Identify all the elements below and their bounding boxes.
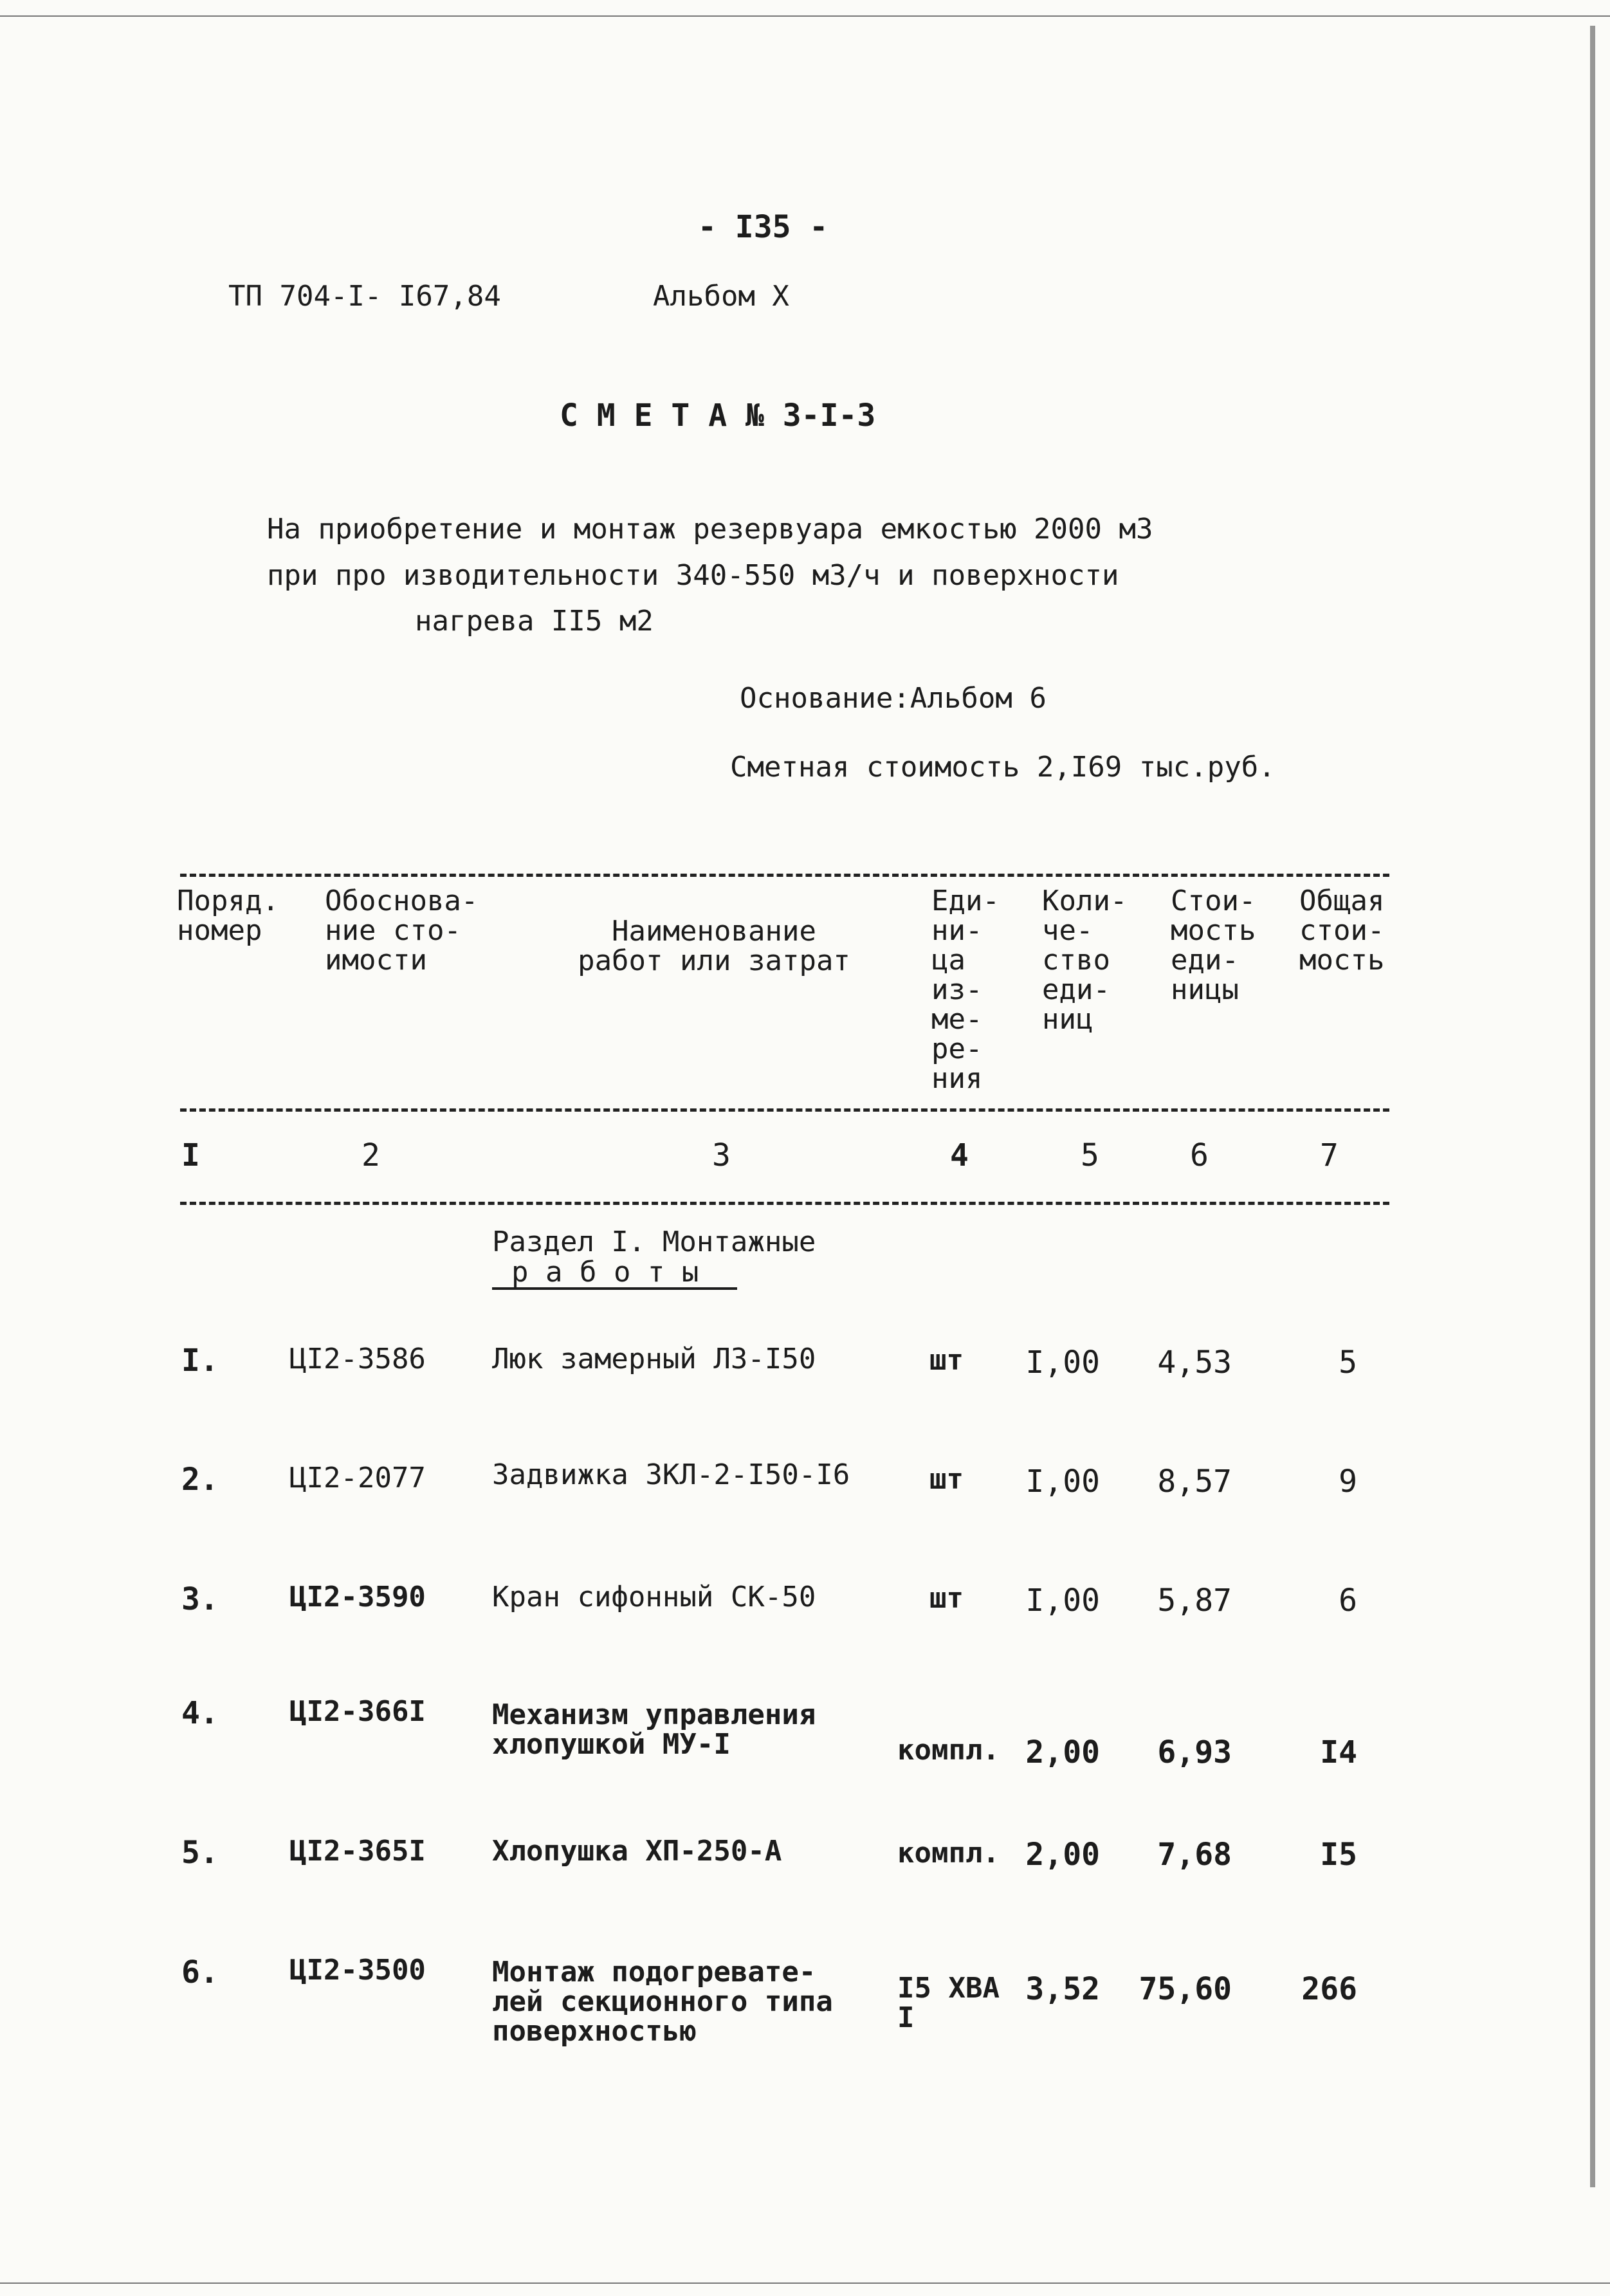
table-top-rule	[180, 874, 1389, 877]
page-number: - I35 -	[698, 209, 828, 245]
row-1-code: ЦI2-3586	[289, 1343, 426, 1375]
row-6-unit-price: 75,60	[1139, 1971, 1232, 2007]
row-5-unit-price: 7,68	[1157, 1837, 1232, 1873]
col-header-quantity: Коли- че- ство еди- ниц	[1042, 885, 1128, 1036]
row-2-code: ЦI2-2077	[289, 1462, 426, 1494]
col-number-2: 2	[361, 1137, 380, 1173]
bottom-edge-line	[0, 2282, 1610, 2284]
row-1-quantity: I,00	[1025, 1345, 1100, 1381]
row-5-quantity: 2,00	[1025, 1837, 1100, 1873]
description-line-1: На приобретение и монтаж резервуара емкостью 2000 м3	[267, 513, 1153, 546]
col-number-6: 6	[1190, 1137, 1209, 1173]
header-bottom-rule	[180, 1108, 1389, 1112]
row-5-code: ЦI2-365I	[289, 1835, 426, 1868]
col-header-basis: Обоснова- ние сто- имости	[325, 885, 479, 977]
row-2-number: 2.	[181, 1462, 219, 1498]
row-4-name: Механизм управления хлопушкой МУ-I	[492, 1698, 816, 1761]
column-numbers-rule	[180, 1202, 1389, 1205]
row-3-unit-price: 5,87	[1157, 1583, 1232, 1619]
row-6-name: Монтаж подогревате- лей секционного типа поверхностью	[492, 1956, 833, 2048]
row-3-name: Кран сифонный СК-50	[492, 1581, 816, 1613]
row-1-name: Люк замерный ЛЗ-I50	[492, 1343, 816, 1375]
col-number-7: 7	[1320, 1137, 1339, 1173]
col-header-number: Поряд. номер	[177, 885, 279, 947]
row-2-unit-price: 8,57	[1157, 1464, 1232, 1500]
row-3-unit: шт	[929, 1582, 964, 1615]
row-6-unit: I5 ХВА I	[897, 1972, 1000, 2034]
row-5-number: 5.	[181, 1835, 219, 1871]
row-4-quantity: 2,00	[1025, 1734, 1100, 1770]
row-2-unit: шт	[929, 1463, 964, 1496]
col-number-4: 4	[950, 1137, 969, 1173]
row-6-number: 6.	[181, 1954, 219, 1990]
col-header-total: Общая стои- мость	[1299, 885, 1385, 977]
scan-edge-mark	[1590, 26, 1595, 2187]
row-1-unit-price: 4,53	[1157, 1345, 1232, 1381]
row-2-name: Задвижка ЗКЛ-2-I50-I6	[492, 1458, 850, 1491]
section-title: Раздел I. Монтажные	[492, 1226, 816, 1258]
row-5-total: I5	[1320, 1837, 1357, 1873]
basis-label: Основание:Альбом 6	[740, 682, 1047, 715]
row-4-total: I4	[1320, 1734, 1357, 1770]
col-header-unit: Еди- ни- ца из- ме- ре- ния	[931, 885, 1000, 1095]
col-number-1: I	[181, 1137, 200, 1173]
row-1-total: 5	[1339, 1345, 1357, 1381]
row-6-code: ЦI2-3500	[289, 1954, 426, 1987]
estimated-cost: Сметная стоимость 2,I69 тыс.руб.	[730, 751, 1276, 784]
row-2-quantity: I,00	[1025, 1464, 1100, 1500]
row-3-code: ЦI2-3590	[289, 1581, 426, 1613]
row-3-total: 6	[1339, 1583, 1357, 1619]
document-title: С М Е Т А № 3-I-3	[560, 398, 876, 434]
row-1-unit: шт	[929, 1344, 964, 1377]
row-1-number: I.	[181, 1343, 219, 1379]
row-6-total: 266	[1301, 1971, 1357, 2007]
top-edge-line	[0, 15, 1610, 17]
description-line-2: при про изводительности 340-550 м3/ч и поверхности	[267, 559, 1119, 592]
section-subtitle: р а б о т ы	[492, 1258, 737, 1290]
col-number-5: 5	[1081, 1137, 1099, 1173]
description-line-3: нагрева II5 м2	[415, 605, 654, 638]
col-number-3: 3	[712, 1137, 731, 1173]
row-4-number: 4.	[181, 1695, 219, 1731]
row-3-quantity: I,00	[1025, 1583, 1100, 1619]
row-3-number: 3.	[181, 1581, 219, 1617]
document-code: ТП 704-I- I67,84	[228, 280, 501, 313]
col-header-unit-price: Стои- мость еди- ницы	[1171, 885, 1256, 1006]
row-5-name: Хлопушка ХП-250-А	[492, 1835, 782, 1868]
row-4-unit: компл.	[897, 1734, 1000, 1767]
row-5-unit: компл.	[897, 1837, 1000, 1869]
album-label: Альбом X	[653, 280, 789, 313]
row-6-quantity: 3,52	[1025, 1971, 1100, 2007]
row-2-total: 9	[1339, 1464, 1357, 1500]
row-4-unit-price: 6,93	[1157, 1734, 1232, 1770]
row-4-code: ЦI2-366I	[289, 1695, 426, 1728]
col-header-name: Наименование работ или затрат	[578, 915, 850, 977]
